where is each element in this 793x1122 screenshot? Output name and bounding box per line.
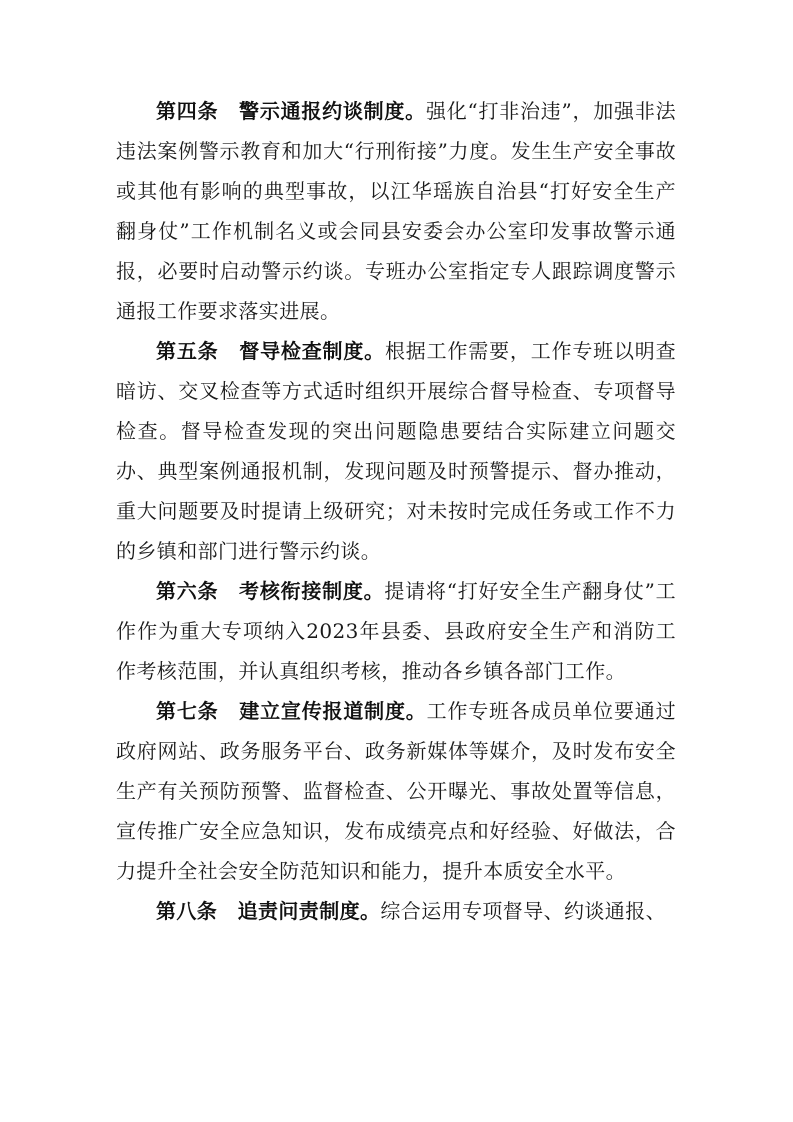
- article-4-text: 强化“打非治违”，加强非法违法案例警示教育和加大“行刑衔接”力度。发生生产安全事故或其他有影响的典型事故，以江华瑶族自治县“打好安全生产翻身仗”工作机制名义或会同县安委会办公室印发事故警示通报，必要时启动警示约谈。专班办公室指定专人跟踪调度警示通报工作要求落实进展。: [116, 99, 676, 323]
- article-8-heading: 第八条 追责问责制度。: [156, 899, 381, 923]
- article-6-text: 提请将“打好安全生产翻身仗”工作作为重大专项纳入2023年县委、县政府安全生产和消防工作考核范围，并认真组织考核，推动各乡镇各部门工作。: [116, 579, 676, 683]
- article-5-paragraph: [116, 331, 676, 571]
- article-4-heading: 第四条 警示通报约谈制度。: [156, 99, 426, 123]
- article-6-paragraph: [116, 571, 676, 691]
- article-7-paragraph: [116, 691, 676, 891]
- article-5-text: 根据工作需要，工作专班以明查暗访、交叉检查等方式适时组织开展综合督导检查、专项督导检查。督导检查发现的突出问题隐患要结合实际建立问题交办、典型案例通报机制，发现问题及时预警提示、督办推动，重大问题要及时提请上级研究；对未按时完成任务或工作不力的乡镇和部门进行警示约谈。: [116, 339, 676, 563]
- article-4-paragraph: [116, 91, 676, 331]
- article-7-text: 工作专班各成员单位要通过政府网站、政务服务平台、政务新媒体等媒介，及时发布安全生产有关预防预警、监督检查、公开曝光、事故处置等信息，宣传推广安全应急知识，发布成绩亮点和好经验、好做法，合力提升全社会安全防范知识和能力，提升本质安全水平。: [116, 699, 676, 883]
- article-6-heading: 第六条 考核衔接制度。: [156, 579, 385, 603]
- document-body: [116, 91, 676, 931]
- article-8-paragraph: [116, 891, 676, 931]
- article-8-text: 综合运用专项督导、约谈通报、: [380, 899, 667, 923]
- article-5-heading: 第五条 督导检查制度。: [156, 339, 385, 363]
- article-7-heading: 第七条 建立宣传报道制度。: [156, 699, 427, 723]
